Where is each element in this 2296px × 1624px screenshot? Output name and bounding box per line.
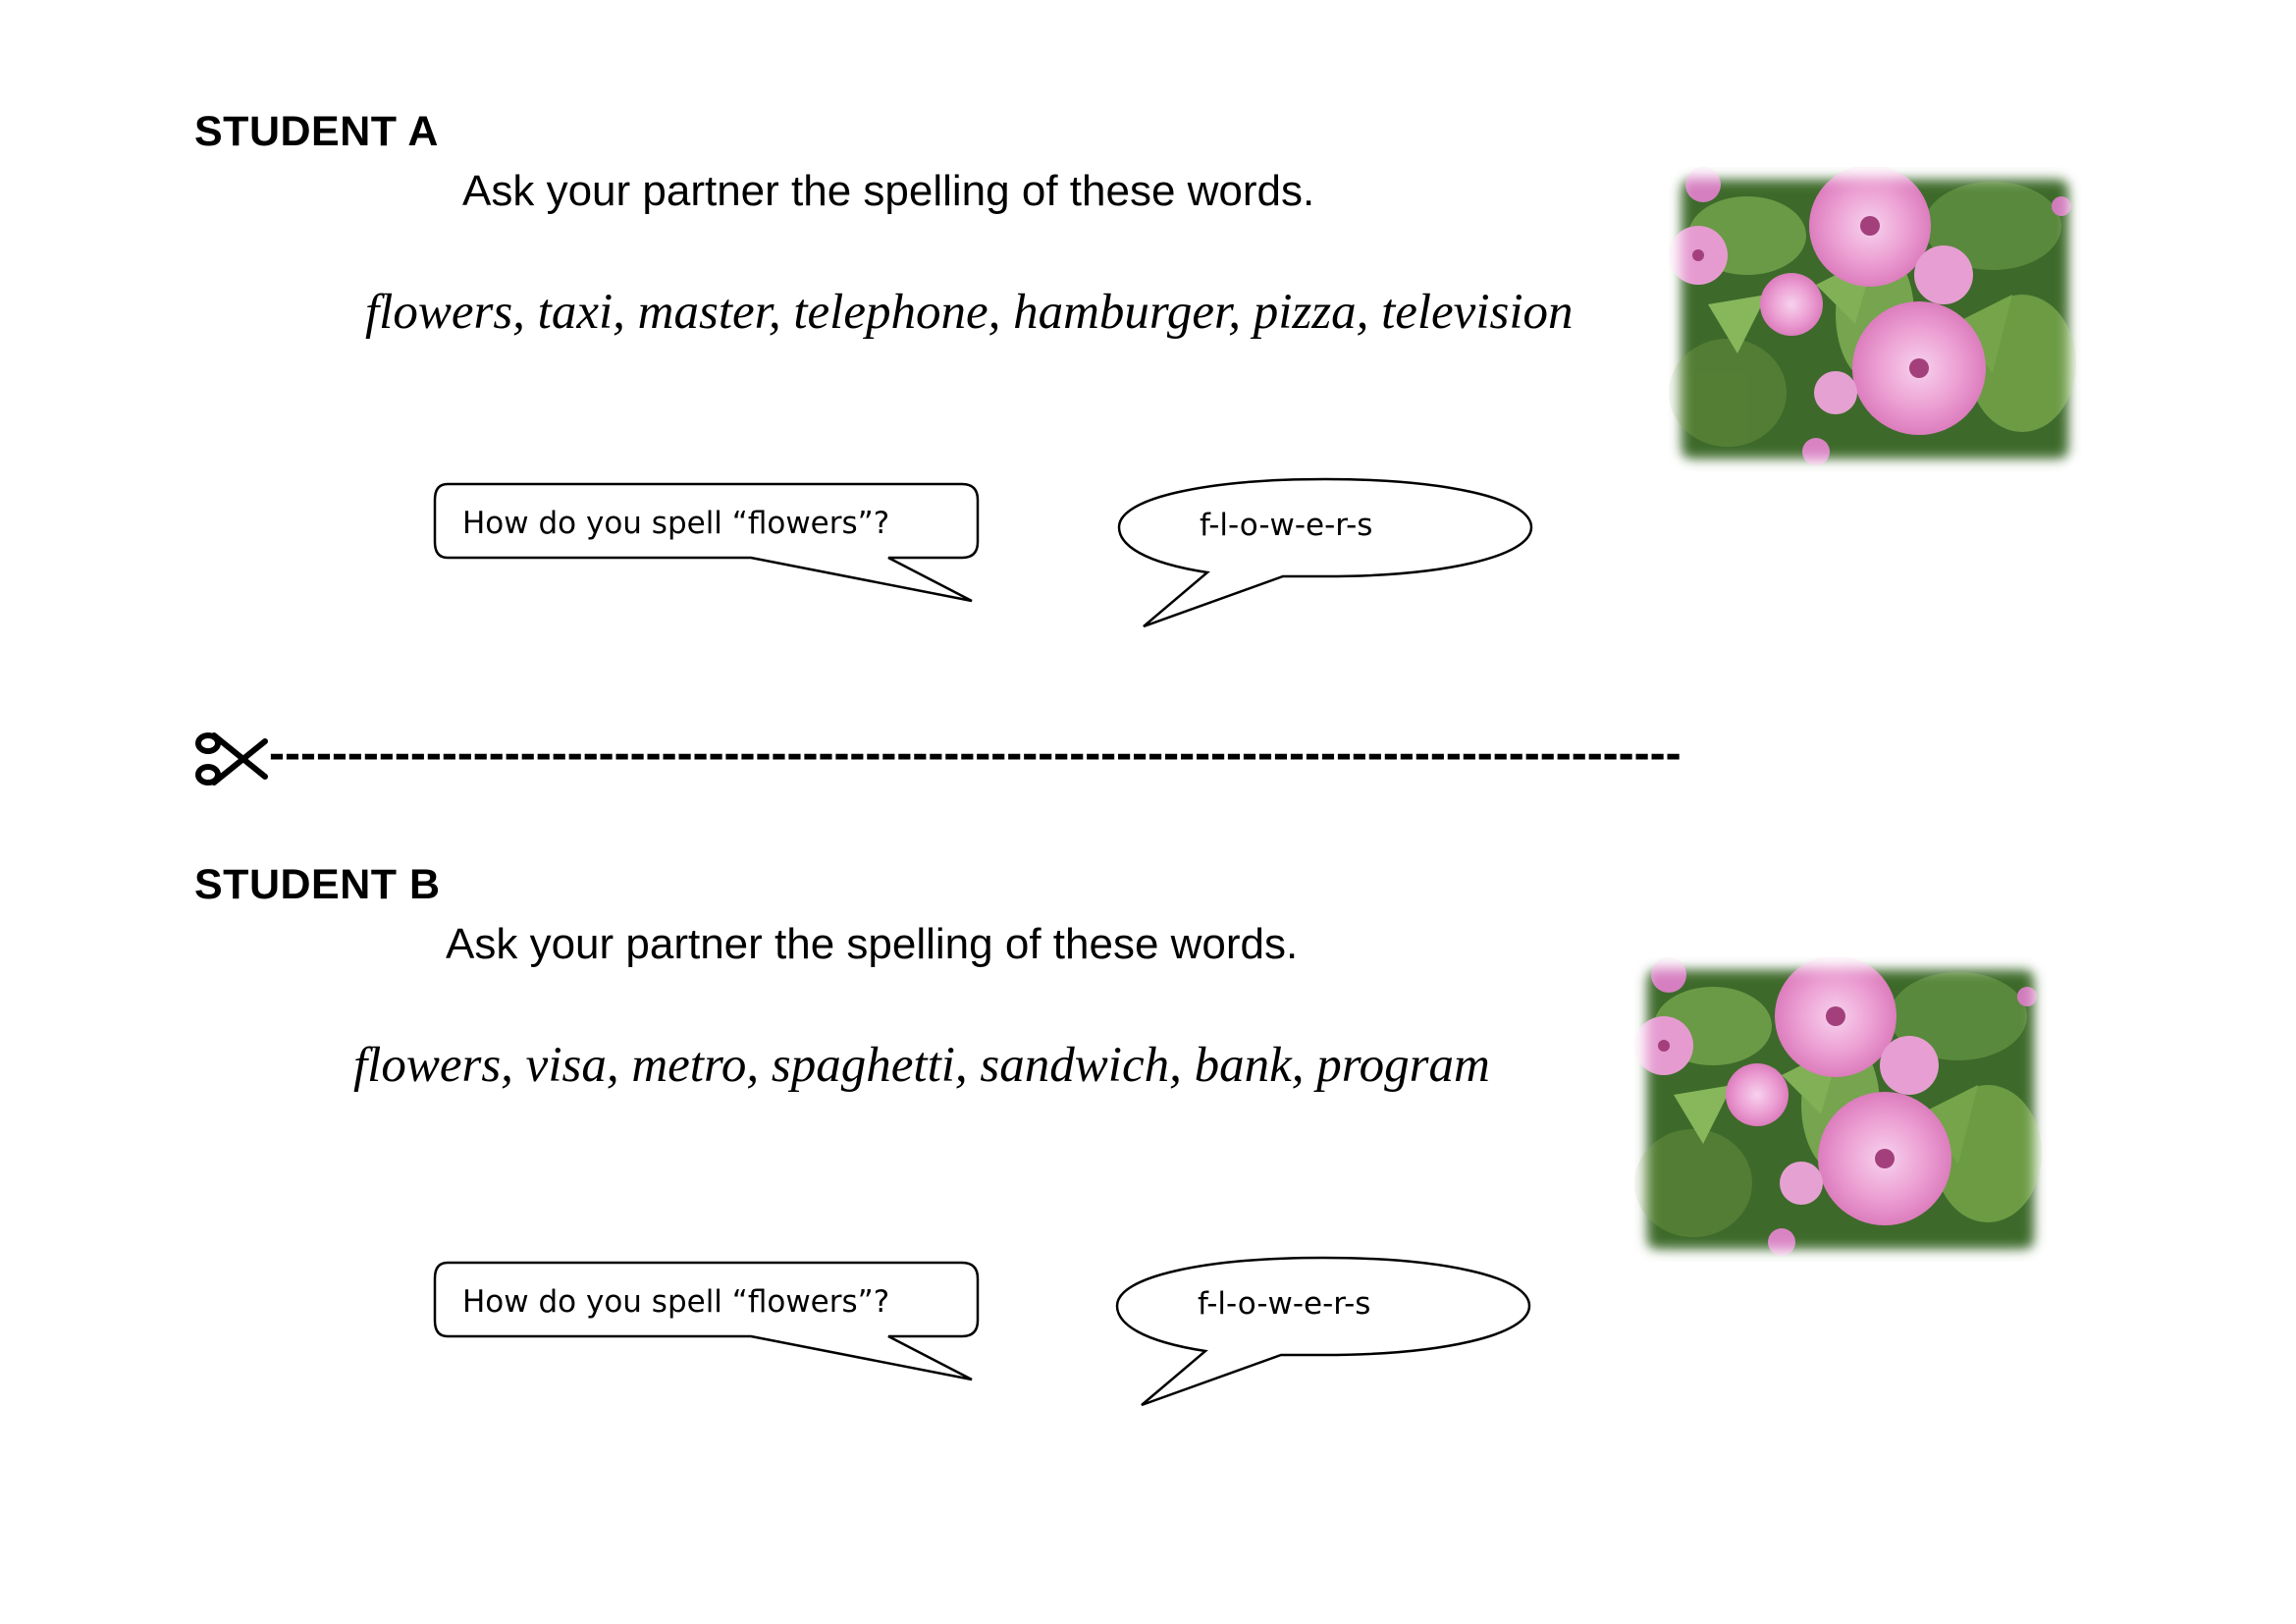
student-b-instruction: Ask your partner the spelling of these words. xyxy=(446,920,1299,968)
student-b-word-list: flowers, visa, metro, spaghetti, sandwich, bank, program xyxy=(353,1038,1490,1093)
student-a-answer-text: f-l-o-w-e-r-s xyxy=(1200,508,1373,543)
student-a-answer-bubble xyxy=(1114,476,1541,633)
student-b-question-text: How do you spell “flowers”? xyxy=(462,1284,890,1320)
dashed-cut-line: ------------------------------------------------------------------------------------------ xyxy=(269,728,1682,780)
student-a-question-text: How do you spell “flowers”? xyxy=(462,506,890,541)
student-b-question-bubble xyxy=(432,1260,991,1392)
student-b-answer-text: f-l-o-w-e-r-s xyxy=(1198,1286,1371,1322)
student-a-word-list: flowers, taxi, master, telephone, hamburger, pizza, television xyxy=(365,285,1574,340)
student-b-heading: STUDENT B xyxy=(194,861,441,908)
student-b-answer-bubble xyxy=(1112,1255,1539,1412)
student-a-heading: STUDENT A xyxy=(194,108,439,155)
student-a-flower-image xyxy=(1669,167,2081,471)
student-a-instruction: Ask your partner the spelling of these words. xyxy=(462,167,1315,215)
student-a-question-bubble xyxy=(432,481,991,614)
scissors-icon xyxy=(194,731,269,786)
student-b-flower-image xyxy=(1634,957,2047,1262)
